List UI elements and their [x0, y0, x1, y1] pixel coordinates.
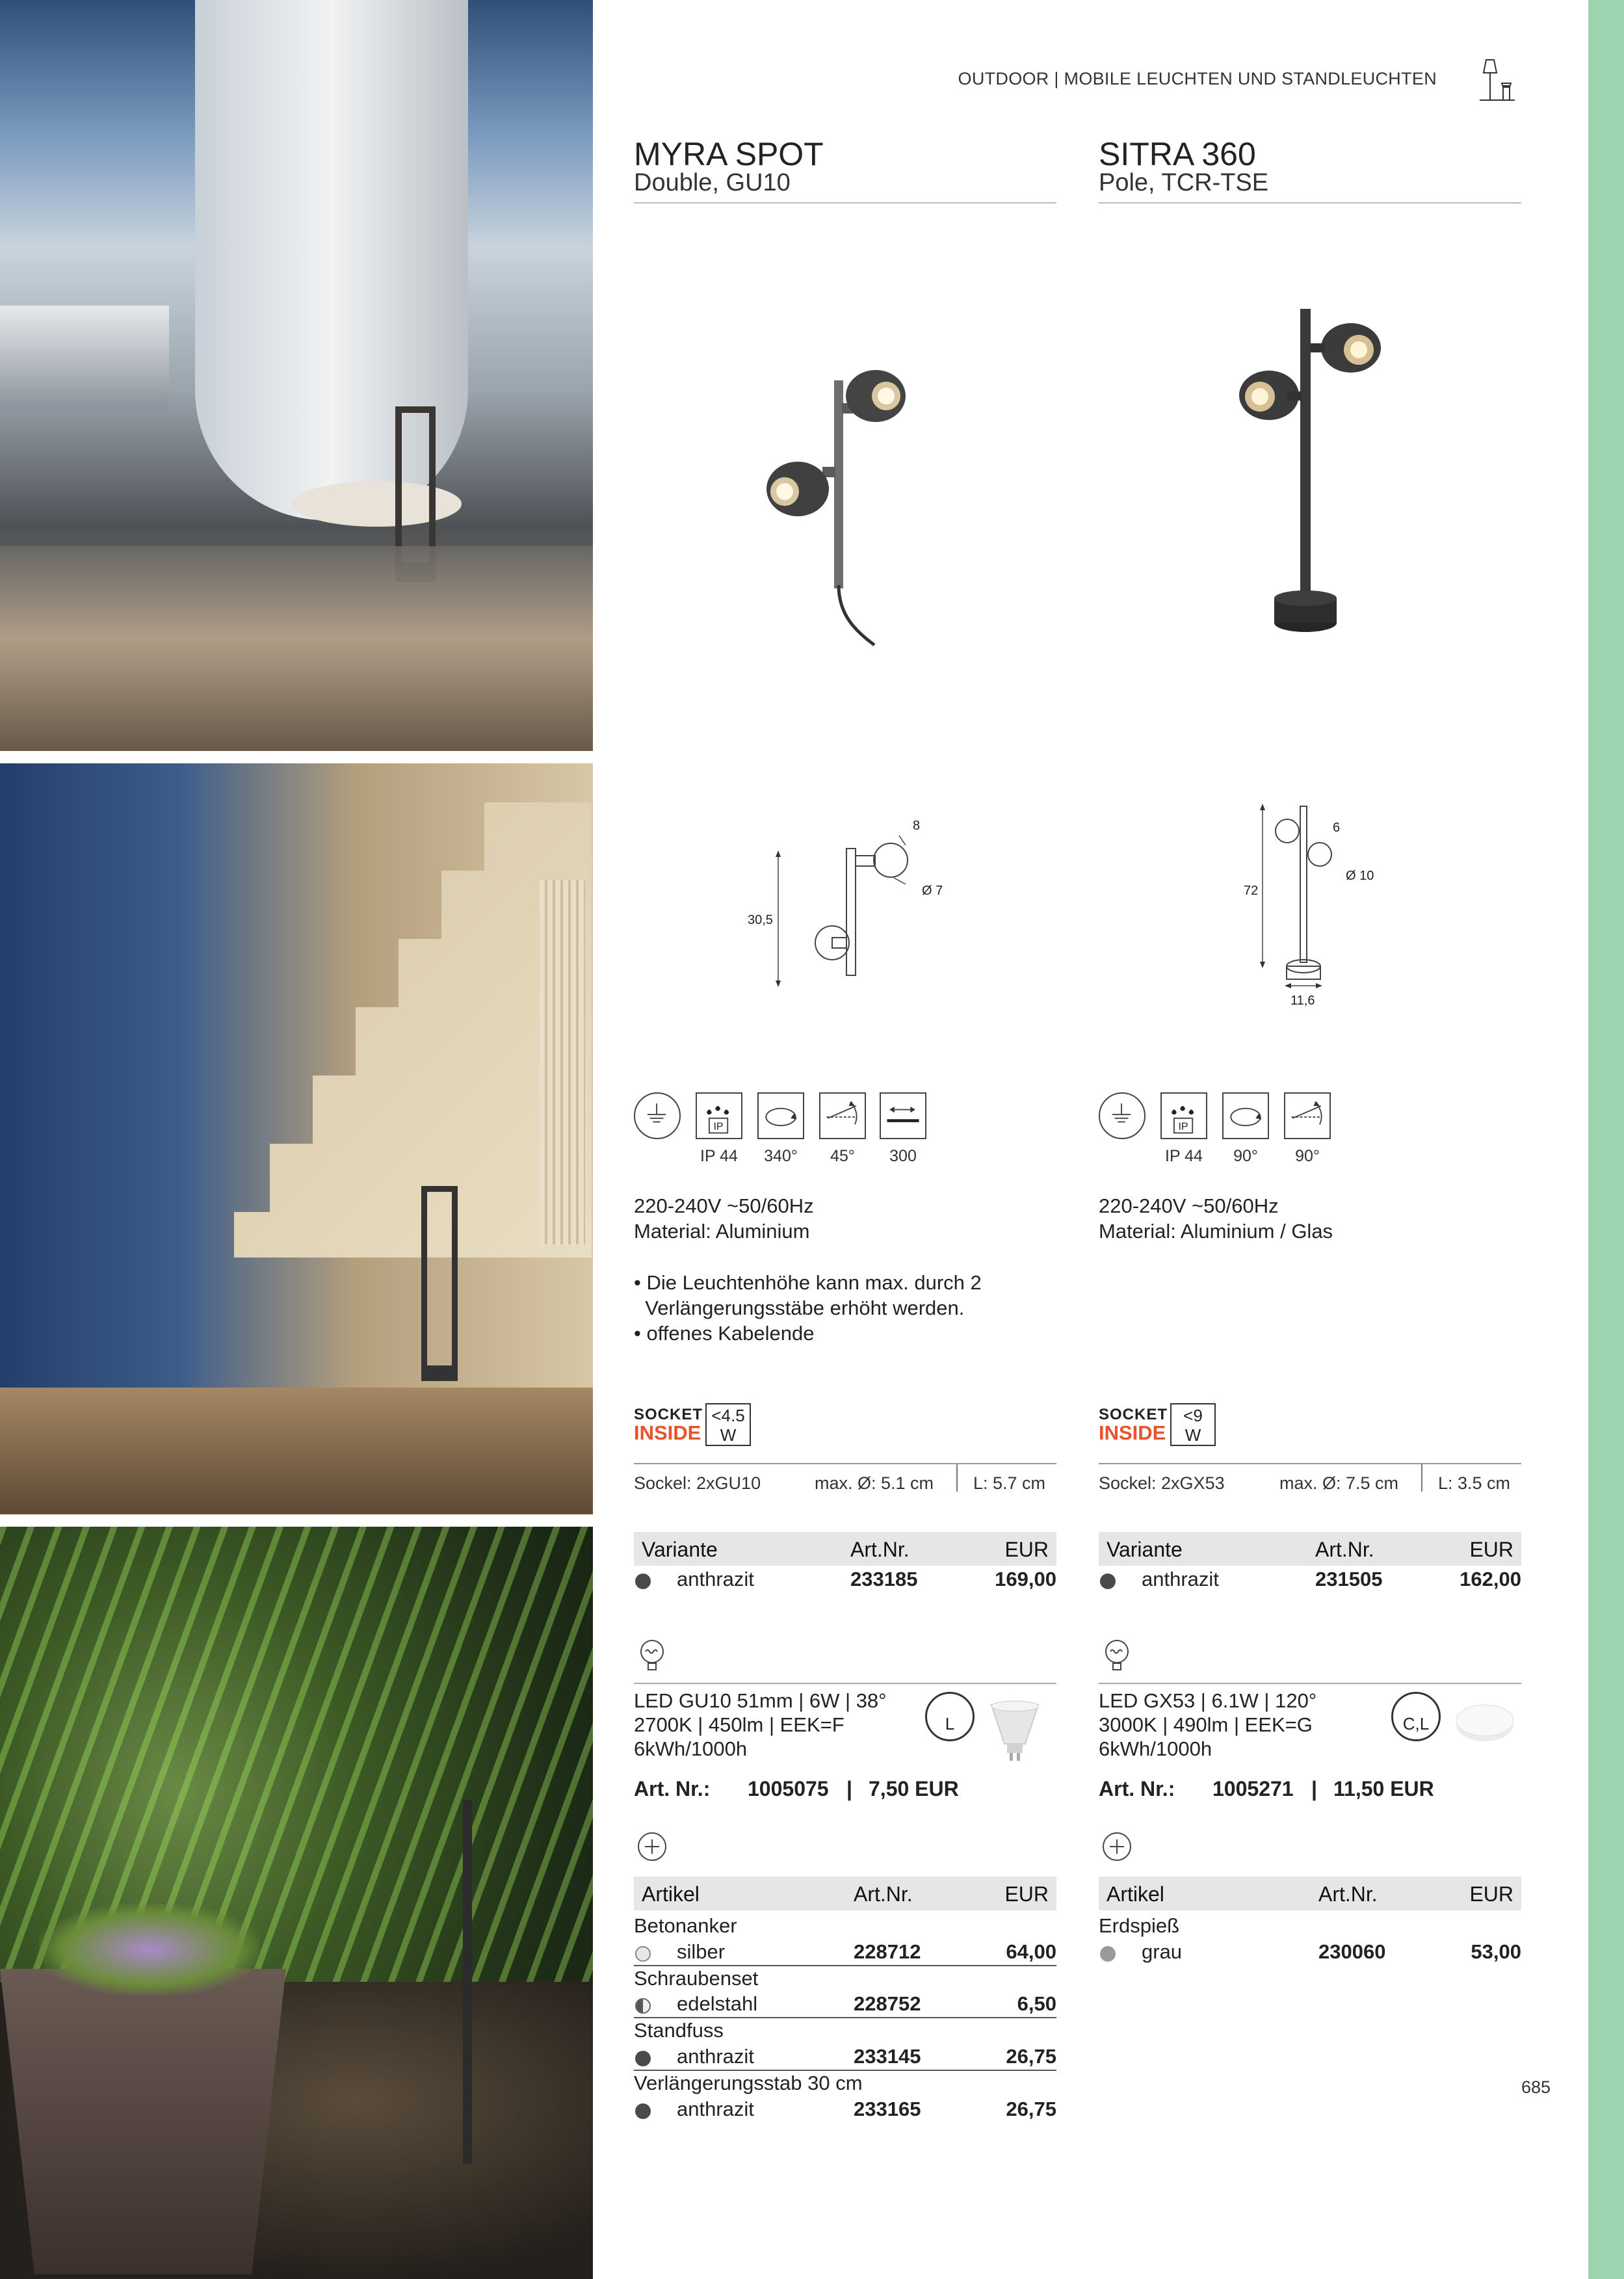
product-subtitle: Double, GU10	[634, 169, 791, 196]
color-dot-edelstahl	[635, 1998, 651, 2014]
protection-class-icon	[634, 1092, 681, 1139]
product-photo-myra-spot	[634, 247, 1056, 670]
photo-spot-garden	[0, 1527, 593, 2279]
accessory-row[interactable]: anthrazit 233165 26,75	[634, 2098, 1056, 2125]
tilt-icon	[1284, 1092, 1331, 1139]
length: L: 5.7 cm	[973, 1473, 1046, 1493]
lamp-spec: LED GU10 51mm | 6W | 38° 2700K | 450lm | EEK=F 6kWh/1000h	[634, 1689, 887, 1760]
product-subtitle: Pole, TCR-TSE	[1099, 169, 1269, 196]
lamp-divider	[1099, 1683, 1521, 1684]
photo-bollard-staircase	[0, 763, 593, 1514]
protection-class-icon	[1099, 1092, 1146, 1139]
sockel-divider	[1099, 1463, 1521, 1464]
accessory-label: Schraubenset	[634, 1967, 759, 1990]
accessory-row[interactable]: edelstahl 228752 6,50	[634, 1992, 1056, 2020]
product-photo-sitra-360	[1099, 247, 1521, 670]
ip-rating-icon	[1160, 1092, 1207, 1139]
max-diameter: max. Ø: 7.5 cm	[1279, 1473, 1399, 1493]
tilt-label: 45°	[830, 1147, 855, 1165]
lamp-photo-gx53	[1455, 1698, 1515, 1744]
page-number: 685	[1521, 2077, 1551, 2097]
cable-length-icon	[880, 1092, 926, 1139]
sockel-type: Sockel: 2xGX53	[1099, 1473, 1225, 1493]
length: L: 3.5 cm	[1438, 1473, 1511, 1493]
note-line-3: • offenes Kabelende	[634, 1322, 815, 1345]
lamp-price: 11,50 EUR	[1333, 1777, 1434, 1800]
lamp-artnr: 1005271	[1212, 1777, 1294, 1800]
variant-row[interactable]: anthrazit 231505 162,00	[1099, 1568, 1521, 1595]
lamp-bulb-icon	[1103, 1639, 1131, 1672]
dimmable-symbol: C,L	[1391, 1692, 1441, 1741]
accessory-label: Verlängerungsstab 30 cm	[634, 2072, 863, 2094]
lamp-artnr: 1005075	[748, 1777, 829, 1800]
lamp-bulb-icon	[638, 1639, 666, 1672]
color-dot-grau	[1100, 1946, 1116, 1962]
symbol-row	[1099, 1092, 1521, 1170]
accessories-plus-icon	[638, 1832, 666, 1861]
color-dot-silber	[635, 1946, 651, 1962]
symbol-row	[634, 1092, 1056, 1170]
color-dot-anthrazit	[635, 2051, 651, 2066]
tilt-label: 90°	[1295, 1147, 1320, 1165]
accessory-row[interactable]: grau 230060 53,00	[1099, 1940, 1521, 1968]
rotation-label: 90°	[1233, 1147, 1258, 1165]
tilt-icon	[819, 1092, 866, 1139]
ip-rating-icon	[696, 1092, 742, 1139]
photo-bollard-terrace	[0, 0, 593, 751]
lamp-photo-gu10	[985, 1698, 1045, 1763]
accessory-table-header: Artikel Art.Nr. EUR	[1099, 1877, 1521, 1910]
dimmable-symbol: L	[925, 1692, 975, 1741]
material-spec: Material: Aluminium	[634, 1220, 810, 1243]
ip-label: IP 44	[700, 1147, 738, 1165]
color-dot-anthrazit	[635, 2103, 651, 2119]
product-title: SITRA 360	[1099, 136, 1256, 172]
product-title: MYRA SPOT	[634, 136, 824, 172]
accessory-label: Betonanker	[634, 1914, 737, 1937]
socket-inside-badge: SOCKET INSIDE <9 W	[1099, 1403, 1229, 1449]
sockel-type: Sockel: 2xGU10	[634, 1473, 761, 1493]
variant-row[interactable]: anthrazit 233185 169,00	[634, 1568, 1056, 1595]
sockel-info	[1099, 1473, 1521, 1497]
rotation-label: 340°	[764, 1147, 798, 1165]
note-line-2: Verlängerungsstäbe erhöht werden.	[634, 1297, 965, 1319]
section-color-strip	[1588, 0, 1624, 2279]
dim-label-d4: 11,6	[1290, 994, 1315, 1008]
accessory-row[interactable]: silber 228712 64,00	[634, 1940, 1056, 1968]
voltage-spec: 220-240V ~50/60Hz	[1099, 1194, 1279, 1217]
ip-label: IP 44	[1165, 1147, 1203, 1165]
accessory-row[interactable]: anthrazit 233145 26,75	[634, 2045, 1056, 2072]
lamp-price: 7,50 EUR	[869, 1777, 959, 1800]
socket-inside-badge: SOCKET INSIDE <4.5 W	[634, 1403, 764, 1449]
color-dot-anthrazit	[1100, 1574, 1116, 1589]
material-spec: Material: Aluminium / Glas	[1099, 1220, 1333, 1243]
product-myra-spot: MYRA SPOT Double, GU10 8 Ø 7 30,5 IP IP 44 340° 45° 300 220-240V ~50/60Hz Material: Aluminium • Die Leuchtenhöhe kann max. durch 2 Verlängerungsstäbe erhöht werden. • offenes Kabelende SOCKET INSIDE <4.5 W Sockel: 2xGU10 max. Ø: 5.1 cm L: 5.7 cm Variante Art.Nr. EUR anthrazit 233185 169,00 LED GU10 51mm | 6W | 38° 2700K | 450lm | EEK=F 6kWh/1000h L Art. Nr.: 1005075 | 7,50 EUR Artikel Art.Nr. EUR Betonanker silber 228712 64,00 Schraubenset edelstahl 228752 6,50 Standfuss anthrazit 233145 26,75 Verlängerungsstab 30 cm anthrazit 233165 26,75	[634, 0, 1056, 2279]
dim-label-d3: 72	[1244, 884, 1259, 898]
dimension-drawing	[634, 793, 1056, 1027]
product-sitra-360: SITRA 360 Pole, TCR-TSE 6 Ø 10 72 11,6 IP IP 44 90° 90° 220-240V ~50/60Hz Material: Aluminium / Glas SOCKET INSIDE <9 W Sockel: 2xGX53 max. Ø: 7.5 cm L: 3.5 cm Variante Art.Nr. EUR anthrazit 231505 162,00 LED GX53 | 6.1W | 120° 3000K | 490lm | EEK=G 6kWh/1000h C,L Art. Nr.: 1005271 | 11,50 EUR Artikel Art.Nr. EUR Erdspieß grau 230060 53,00	[1099, 0, 1521, 2279]
max-watt-box: <4.5 W	[705, 1403, 751, 1446]
color-dot-anthrazit	[635, 1574, 651, 1589]
dim-label-d3: 30,5	[748, 913, 773, 927]
accessory-label: Erdspieß	[1099, 1914, 1180, 1937]
title-divider	[1099, 202, 1521, 204]
max-watt-box: <9 W	[1170, 1403, 1216, 1446]
note-line-1: • Die Leuchtenhöhe kann max. durch 2	[634, 1271, 982, 1294]
dim-label-d1: 8	[913, 819, 921, 833]
cable-label: 300	[889, 1147, 917, 1165]
dim-label-d1: 6	[1333, 821, 1341, 835]
dim-label-d2: Ø 7	[922, 884, 943, 898]
svg-text:IP: IP	[713, 1120, 724, 1133]
rotation-icon	[757, 1092, 804, 1139]
accessory-table-header: Artikel Art.Nr. EUR	[634, 1877, 1056, 1910]
variant-table-header: Variante Art.Nr. EUR	[1099, 1532, 1521, 1566]
sockel-info	[634, 1473, 1056, 1497]
rotation-icon	[1222, 1092, 1269, 1139]
lamp-spec: LED GX53 | 6.1W | 120° 3000K | 490lm | EEK=G 6kWh/1000h	[1099, 1689, 1317, 1760]
max-diameter: max. Ø: 5.1 cm	[815, 1473, 934, 1493]
sockel-divider	[634, 1463, 1056, 1464]
accessory-label: Standfuss	[634, 2019, 724, 2042]
category-header: OUTDOOR | MOBILE LEUCHTEN UND STANDLEUCHTEN	[958, 69, 1437, 88]
title-divider	[634, 202, 1056, 204]
variant-table-header: Variante Art.Nr. EUR	[634, 1532, 1056, 1566]
voltage-spec: 220-240V ~50/60Hz	[634, 1194, 814, 1217]
svg-text:IP: IP	[1178, 1120, 1188, 1133]
dim-label-d2: Ø 10	[1346, 869, 1374, 883]
lamp-divider	[634, 1683, 1056, 1684]
accessories-plus-icon	[1103, 1832, 1131, 1861]
